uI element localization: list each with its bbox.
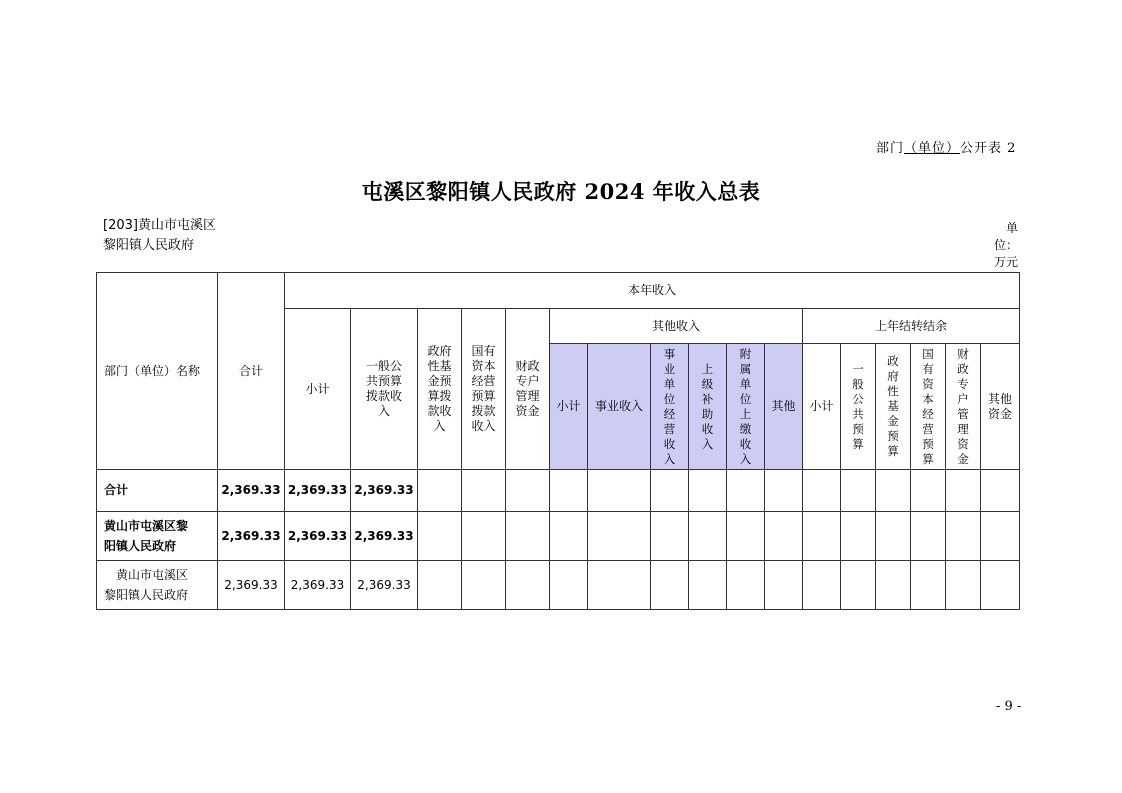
header-carry-other: 其他资金 [987, 391, 1012, 421]
empty-cell [803, 470, 841, 512]
empty-cell [462, 561, 506, 610]
empty-cell [981, 512, 1020, 561]
income-table [96, 272, 1020, 610]
empty-cell [506, 512, 550, 561]
empty-cell [550, 512, 588, 561]
row-total: 2,369.33 [218, 561, 285, 610]
header-carry-gov-fund-cell [876, 344, 911, 470]
empty-cell [651, 470, 689, 512]
header-fiscal-special: 财政专户管理资金 [515, 359, 540, 418]
row-name [97, 561, 218, 610]
table-row [97, 512, 1020, 561]
empty-cell [946, 470, 981, 512]
header-this-year: 本年收入 [285, 273, 1020, 309]
unit-label: 单位：万元 [993, 221, 1018, 269]
empty-cell [911, 512, 946, 561]
header-general-budget: 一般公共预算拨款收入 [365, 359, 402, 418]
empty-cell [462, 512, 506, 561]
empty-cell [841, 470, 876, 512]
empty-cell [506, 470, 550, 512]
empty-cell [803, 561, 841, 610]
empty-cell [418, 561, 462, 610]
table-row [97, 470, 1020, 512]
empty-cell [765, 512, 803, 561]
row-subtotal: 2,369.33 [285, 512, 351, 561]
header-carry-subtotal: 小计 [803, 344, 841, 470]
header-carry-general-cell [841, 344, 876, 470]
empty-cell [651, 512, 689, 561]
empty-cell [911, 470, 946, 512]
empty-cell [727, 470, 765, 512]
header-carry-state-capital: 国有资本经营预算 [922, 346, 934, 466]
empty-cell [876, 470, 911, 512]
page-title: 屯溪区黎阳镇人民政府 2024 年收入总表 [361, 179, 761, 204]
row-name [97, 512, 218, 561]
header-general-budget-cell [351, 309, 418, 470]
empty-cell [765, 561, 803, 610]
header-gov-fund-cell [418, 309, 462, 470]
header-affiliated-remit-cell [727, 344, 765, 470]
header-carry-gov-fund: 政府性基金预算 [887, 354, 899, 458]
empty-cell [841, 512, 876, 561]
header-other-income: 其他收入 [550, 309, 803, 344]
form-identifier [876, 137, 1016, 156]
empty-cell [588, 512, 651, 561]
header-business-operating: 事业单位经营收入 [663, 346, 676, 466]
empty-cell [689, 470, 727, 512]
form-id-prefix: 部门 [876, 141, 905, 156]
header-other: 其他 [765, 344, 803, 470]
header-state-capital-cell [462, 309, 506, 470]
header-superior-subsidy-cell [689, 344, 727, 470]
empty-cell [876, 512, 911, 561]
row-general: 2,369.33 [351, 512, 418, 561]
empty-cell [946, 512, 981, 561]
row-general: 2,369.33 [351, 561, 418, 610]
empty-cell [803, 512, 841, 561]
header-business-operating-cell [651, 344, 689, 470]
empty-cell [765, 470, 803, 512]
empty-cell [418, 470, 462, 512]
header-subtotal: 小计 [285, 309, 351, 470]
empty-cell [418, 512, 462, 561]
header-carry-other-cell [981, 344, 1020, 470]
header-carryover: 上年结转结余 [803, 309, 1020, 344]
row-subtotal: 2,369.33 [285, 561, 351, 610]
row-subtotal: 2,369.33 [285, 470, 351, 512]
empty-cell [550, 561, 588, 610]
empty-cell [876, 561, 911, 610]
row-total: 2,369.33 [218, 470, 285, 512]
empty-cell [588, 561, 651, 610]
empty-cell [550, 470, 588, 512]
empty-cell [841, 561, 876, 610]
header-carry-fiscal-special: 财政专户管理资金 [957, 346, 969, 466]
row-general: 2,369.33 [351, 470, 418, 512]
row-total: 2,369.33 [218, 512, 285, 561]
header-carry-general: 一般公共预算 [852, 361, 864, 451]
row-name-text: 黄山市屯溪区黎阳镇人民政府 [104, 519, 189, 553]
department-label: [203]黄山市屯溪区黎阳镇人民政府 [103, 218, 216, 253]
header-state-capital: 国有资本经营预算拨款收入 [471, 344, 496, 433]
empty-cell [981, 470, 1020, 512]
header-business-income: 事业收入 [588, 344, 651, 470]
empty-cell [689, 512, 727, 561]
empty-cell [506, 561, 550, 610]
header-carry-fiscal-special-cell [946, 344, 981, 470]
header-superior-subsidy: 上级补助收入 [701, 361, 714, 451]
page-number: - 9 - [996, 699, 1022, 714]
row-name: 合计 [97, 470, 218, 512]
empty-cell [462, 470, 506, 512]
header-affiliated-remit: 附属单位上缴收入 [739, 346, 752, 466]
form-id-suffix: 公开表 2 [960, 141, 1017, 156]
empty-cell [981, 561, 1020, 610]
empty-cell [588, 470, 651, 512]
header-total: 合计 [218, 273, 285, 470]
header-carry-state-capital-cell [911, 344, 946, 470]
table-row [97, 561, 1020, 610]
empty-cell [651, 561, 689, 610]
form-id-underlined: （单位） [904, 141, 961, 156]
empty-cell [946, 561, 981, 610]
empty-cell [727, 561, 765, 610]
empty-cell [911, 561, 946, 610]
header-other-subtotal: 小计 [550, 344, 588, 470]
header-dept-name: 部门（单位）名称 [97, 273, 218, 470]
empty-cell [727, 512, 765, 561]
header-gov-fund: 政府性基金预算拨款收入 [427, 344, 452, 433]
header-fiscal-special-cell [506, 309, 550, 470]
row-name-text: 黄山市屯溪区黎阳镇人民政府 [104, 568, 189, 602]
empty-cell [689, 561, 727, 610]
